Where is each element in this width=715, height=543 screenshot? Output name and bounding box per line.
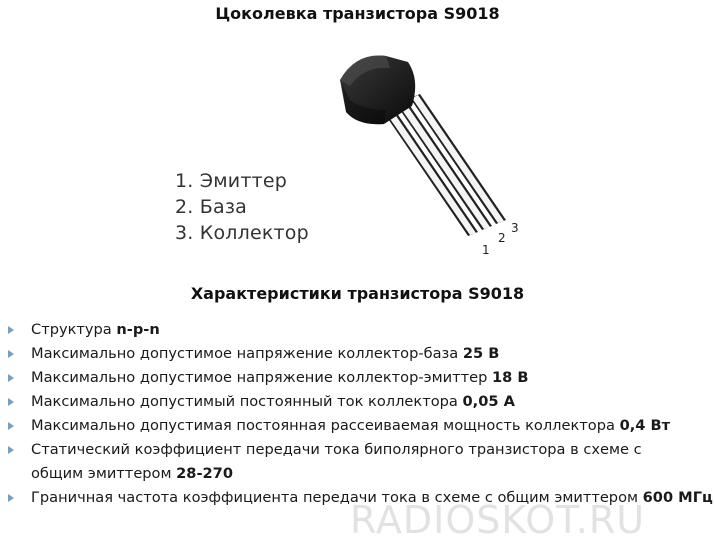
spec-item-vce xyxy=(0,366,715,390)
pin-number-1: 1 xyxy=(482,243,490,257)
spec-label: Статический коэффициент передачи тока биполярного транзистора в схеме с общим эмиттером xyxy=(31,441,642,482)
pin-number-3: 3 xyxy=(511,221,519,235)
bullet-icon xyxy=(8,422,14,430)
spec-value: 600 МГц xyxy=(642,489,713,506)
spec-value: 0,4 Вт xyxy=(619,417,671,434)
spec-label: Максимально допустимая постоянная рассеиваемая мощность коллектора xyxy=(31,417,620,434)
bullet-icon xyxy=(8,446,14,454)
transistor-legs xyxy=(382,94,506,236)
spec-item-power xyxy=(0,414,715,438)
spec-value: n-p-n xyxy=(116,321,160,338)
spec-value: 18 В xyxy=(492,369,529,386)
bullet-icon xyxy=(8,326,14,334)
spec-value: 25 В xyxy=(462,345,500,362)
pinout-base: 2. База xyxy=(175,196,247,218)
spec-item-structure xyxy=(0,318,715,342)
pin-number-2: 2 xyxy=(498,231,506,245)
spec-label: Максимально допустимое напряжение коллектор-база xyxy=(31,345,463,362)
bullet-icon xyxy=(8,398,14,406)
spec-item-ic xyxy=(0,390,715,414)
spec-label: Максимально допустимый постоянный ток коллектора xyxy=(31,393,463,410)
spec-value: 0,05 А xyxy=(462,393,515,410)
pinout-title: Цоколевка транзистора S9018 xyxy=(215,4,500,23)
spec-value: 28-270 xyxy=(176,465,233,482)
spec-item-gain xyxy=(0,438,691,486)
spec-label: Структура xyxy=(31,321,117,338)
spec-label: Максимально допустимое напряжение коллектор-эмиттер xyxy=(31,369,492,386)
spec-item-vcb xyxy=(0,342,715,366)
bullet-icon xyxy=(8,350,14,358)
watermark: RADIOSKOT.RU xyxy=(350,498,646,542)
pinout-collector: 3. Коллектор xyxy=(175,222,309,244)
bullet-icon xyxy=(8,494,14,502)
specs-title: Характеристики транзистора S9018 xyxy=(190,284,525,303)
pinout-list xyxy=(175,168,309,246)
transistor-illustration xyxy=(320,40,530,270)
spec-label: Граничная частота коэффициента передачи тока в схеме с общим эмиттером xyxy=(31,489,643,506)
pinout-emitter: 1. Эмиттер xyxy=(175,170,288,192)
bullet-icon xyxy=(8,374,14,382)
specs-list xyxy=(0,318,715,510)
